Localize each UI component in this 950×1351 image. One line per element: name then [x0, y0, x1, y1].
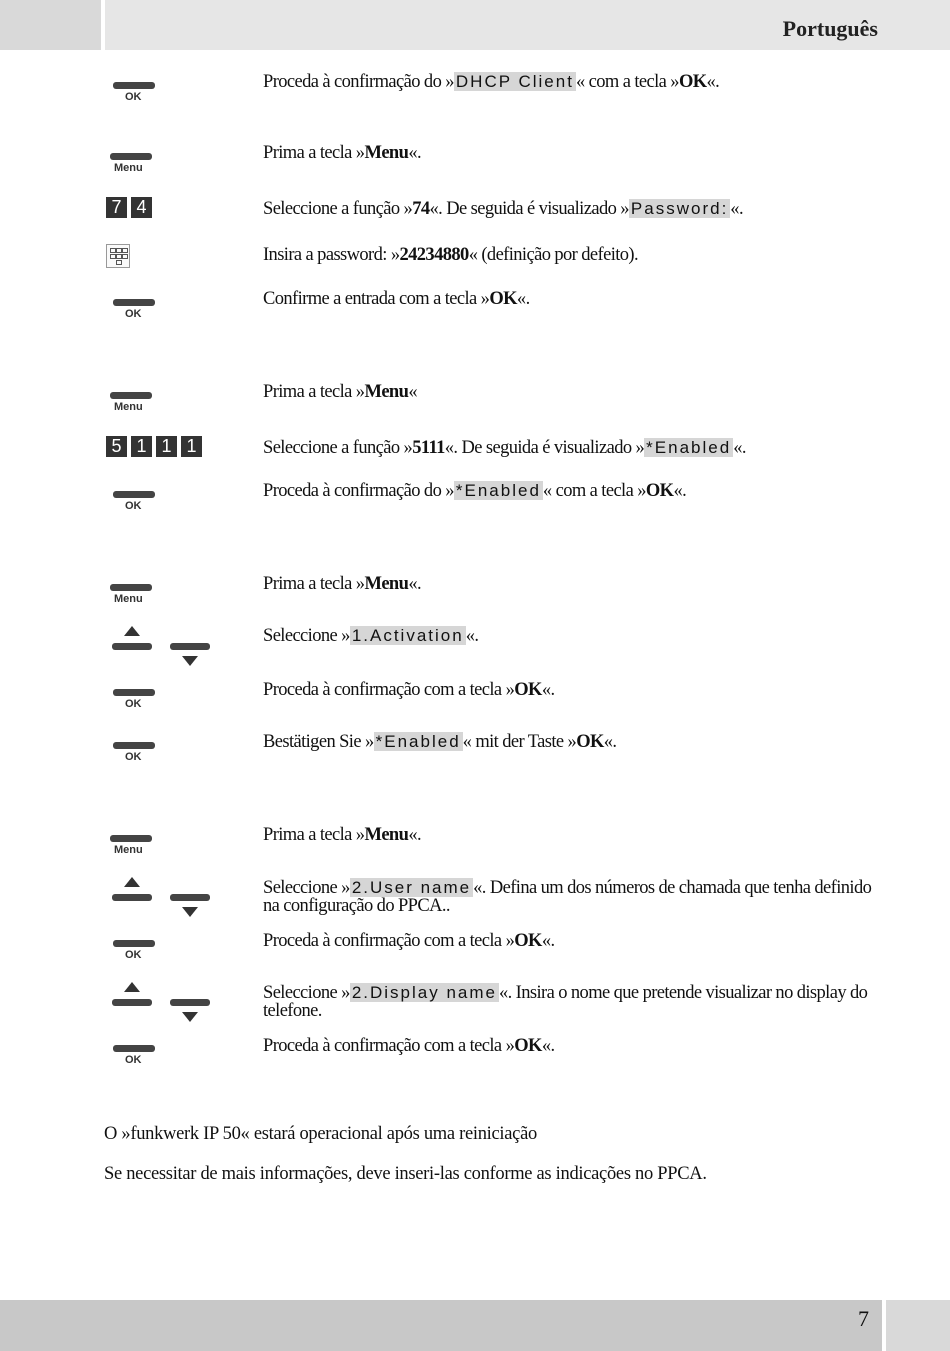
keypad-icon — [106, 244, 130, 268]
step-text: Prima a tecla »Menu«. — [263, 825, 421, 845]
step-text: Seleccione » 2.User name «. Defina um dos números de chamada que tenha definido na configuração do PPCA.. — [263, 878, 872, 916]
display-text: *Enabled — [646, 438, 732, 457]
step-text: Proceda à confirmação com a tecla »OK«. — [263, 680, 555, 700]
step-text: Seleccione » 1.Activation «. — [263, 626, 479, 646]
step-text: Confirme a entrada com a tecla »OK«. — [263, 289, 530, 309]
digit-keys-icon: 7 4 — [106, 197, 156, 218]
step-text: Proceda à confirmação do » *Enabled « com a tecla »OK«. — [263, 481, 687, 501]
page-number: 7 — [858, 1306, 869, 1331]
step-text: Seleccione » 2.Display name «. Insira o nome que pretende visualizar no display do telefone. — [263, 983, 868, 1021]
step-text: Bestätigen Sie » *Enabled « mit der Taste »OK«. — [263, 732, 617, 752]
step-text: Prima a tecla »Menu« — [263, 382, 417, 402]
display-text: 2.User name — [351, 878, 472, 897]
page-header — [0, 0, 950, 50]
digit-keys-icon: 5 1 1 1 — [106, 436, 206, 457]
step-text: Insira a password: »24234880« (definição por defeito). — [263, 245, 639, 265]
display-text: 1.Activation — [351, 626, 464, 645]
footer-right-block — [886, 1300, 950, 1351]
step-text: Proceda à confirmação com a tecla »OK«. — [263, 1036, 555, 1056]
display-text: *Enabled — [455, 481, 541, 500]
page-footer — [0, 1300, 950, 1351]
closing-paragraph: O »funkwerk IP 50« estará operacional após uma reiniciação — [104, 1124, 537, 1144]
step-text: Prima a tecla »Menu«. — [263, 574, 421, 594]
display-text: 2.Display name — [351, 983, 497, 1002]
step-text: Seleccione a função »5111«. De seguida é visualizado » *Enabled «. — [263, 438, 746, 458]
closing-paragraph: Se necessitar de mais informações, deve inseri-las conforme as indicações no PPCA. — [104, 1164, 707, 1184]
footer-left-block — [0, 1300, 882, 1351]
display-text: Password: — [630, 199, 729, 218]
step-text: Proceda à confirmação do » DHCP Client « com a tecla »OK«. — [263, 72, 720, 92]
step-text: Seleccione a função »74«. De seguida é visualizado » Password: «. — [263, 199, 743, 219]
step-text: Proceda à confirmação com a tecla »OK«. — [263, 931, 555, 951]
step-text: Prima a tecla »Menu«. — [263, 143, 421, 163]
language-title: Português — [782, 16, 878, 41]
display-text: *Enabled — [375, 732, 461, 751]
header-left-block — [0, 0, 101, 50]
display-text: DHCP Client — [455, 72, 574, 91]
